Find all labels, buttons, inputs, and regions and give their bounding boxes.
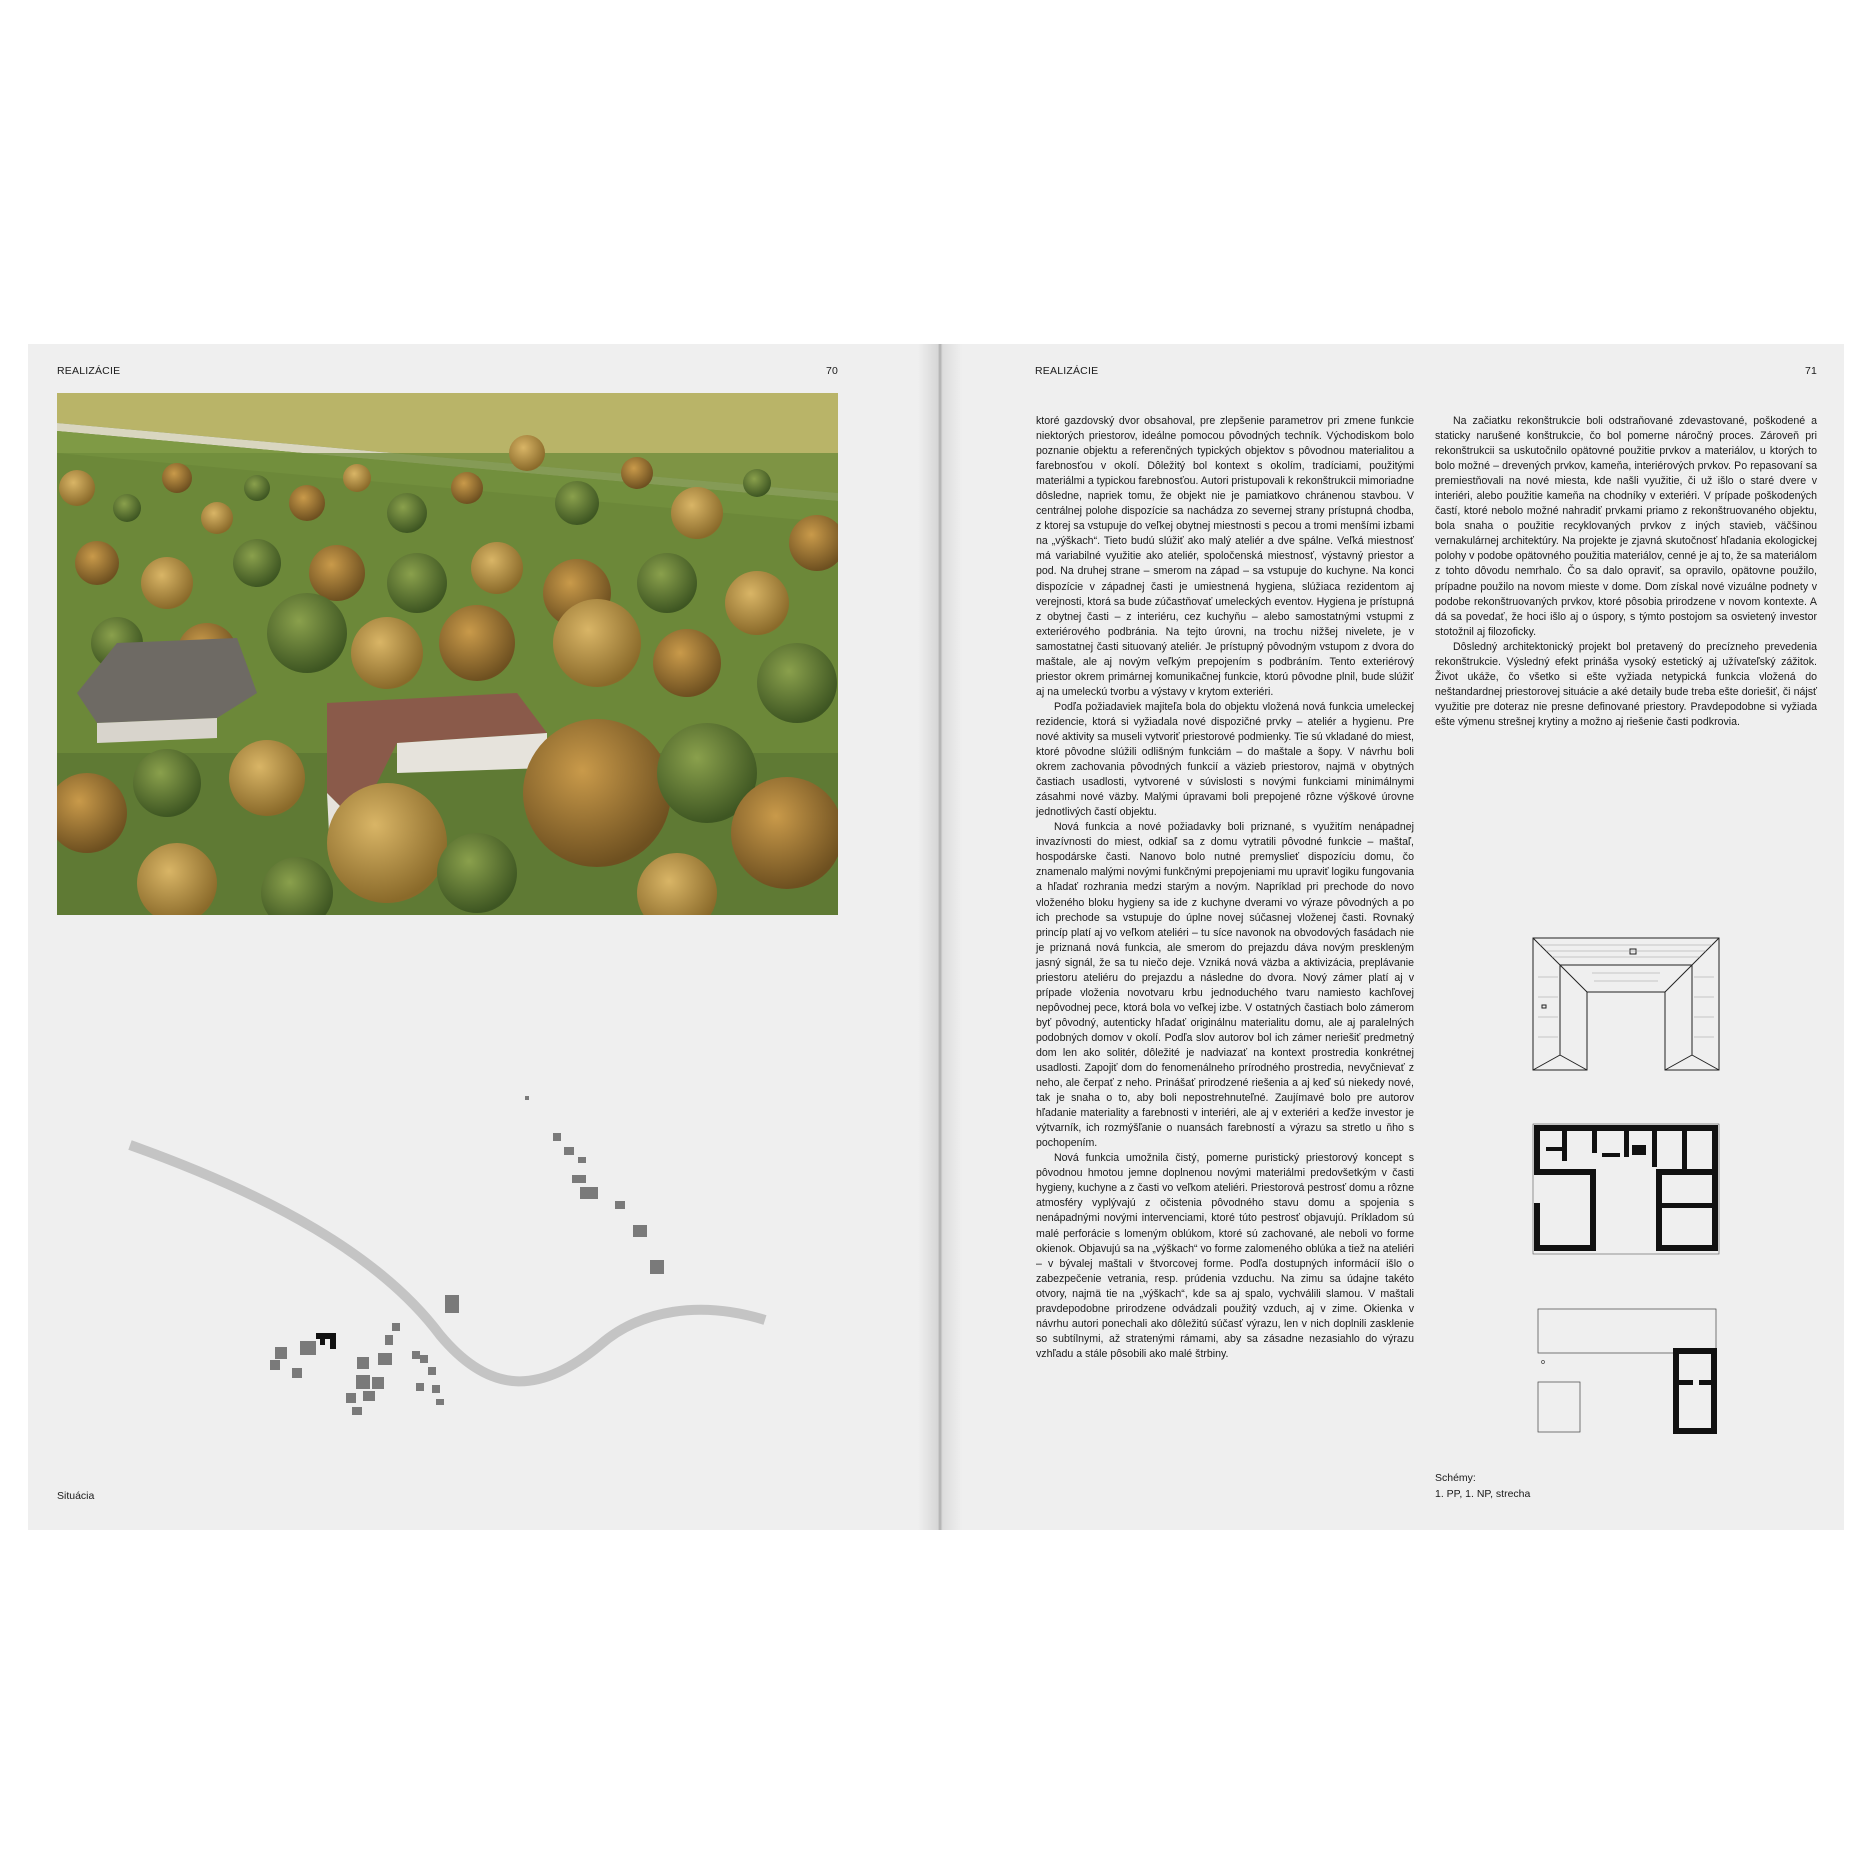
running-head-left: REALIZÁCIE — [57, 365, 121, 377]
paragraph: ktoré gazdovský dvor obsahoval, pre zlepšenie parametrov pri zmene funkcie niektorých priestorov, ideálne pomocou pôvodných techník. Východiskom bolo poznanie objektu a referenčných typických objektov s pôvodnou materialitou a farebnosťou v okolí. Dôležitý bol kontext s okolím, tradíciami, použitými materiálmi a typickou farebnosťou. Autori pristupovali k rekonštrukcii mimoriadne dôsledne, napriek tomu, že objekt nie je pamiatkovo chránenou stavbou. V centrálnej polohe dispozície sa nachádza zo severnej strany prístupná chodba, z ktorej sa vstupuje do veľkej obytnej miestnosti s pecou a tromi menšími izbami na „výškach“. Tieto budú slúžiť ako malý ateliér a dve spálne. Veľká miestnosť má variabilné využitie ako ateliér, spoločenská miestnosť, výstavný priestor a pod. Na druhej strane – smerom na západ – sa vstupuje do kuchyne. Na konci dispozície v západnej časti je umiestnená hygiena, slúžiaca rezidentom aj verejnosti, ktorá sa bude zúčastňovať umeleckých eventov. Hygiena je prístupná z obytnej časti – z interiéru, cez kuchyňu – alebo samostatnými vstupmi z exteriérového podbránia. Na tejto úrovni, na trochu nižšej nivelete, je v samostatnej časti situovaný ateliér. Je prístupný pôvodným vstupom z dvora do maštale, ale aj novým veľkým prepojením s podbráním. Tento exteriérový priestor okrem primárnej komunikačnej funkcie, ktorú pôvodne plnil, bude slúžiť aj na umeleckú tvorbu a výstavy v krytom exteriéri. — [1036, 415, 1414, 698]
left-caption: Situácia — [57, 1490, 95, 1502]
page-number-right: 71 — [1805, 365, 1818, 377]
floor-plan — [1532, 1123, 1720, 1255]
building-house-black — [316, 1333, 336, 1349]
paragraph: Podľa požiadaviek majiteľa bola do objektu vložená nová funkcia umeleckej rezidencie, ktorá si vyžiadala nové dispozičné prvky – ateliér a hygienu. Pre nové aktivity sa museli vytvoriť priestorové podmienky. Tie sú vkladané do miest, ktoré pôvodne slúžili odlišným funkciám – do maštale a šopy. V návrhu boli okrem zachovania pôvodných funkcií a väzieb priestorov, najmä v obytných častiach usadlosti, vytvorené v súvislosti s novými funkciami minimálnymi zásahmi nové väzby. Malými úpravami boli prepojené rôzne výškové úrovne jednotlivých častí objektu. — [1036, 700, 1414, 819]
paragraph: Dôsledný architektonický projekt bol pretavený do precízneho prevedenia rekonštrukcie. Výsledný efekt prináša vysoký estetický aj užívateľský zážitok. Život ukáže, čo všetko si ešte vyžiada netypická funkcia vložená do neštandardnej priestorovej situácie a aké detaily bude treba ešte doriešiť, či nájsť využitie pre doteraz nie presne definované priestory. Pravdepodobne si vyžiada ešte výmenu strešnej krytiny a možno aj riešenie časti podkrovia. — [1435, 640, 1817, 728]
aerial-photo — [57, 393, 838, 915]
text-column-2 — [1435, 414, 1817, 730]
caption-line: Schémy: — [1435, 1472, 1476, 1484]
caption-line: 1. PP, 1. NP, strecha — [1435, 1488, 1531, 1500]
paragraph: Nová funkcia umožnila čistý, pomerne puristický priestorový koncept s pôvodnou hmotou jemne doplnenou novými materiálmi predovšetkým v časti hygieny, kuchyne a z časti vo veľkom ateliéri. Priestorová pestrosť domu a rôzne atmosféry vyplývajú z očistenia pôvodného stavu domu a spojenia s nenápadnými novými intervenciami, ktoré túto pestrosť objavujú. Príkladom sú malé perforácie s lomeným oblúkom, ktoré sú zachované, ale neboli vo forme okienok. Objavujú sa na „výškach“ vo forme zalomeného oblúka a tiež na ateliéri – v bývalej maštali v štvorcovej forme. Podľa dostupných informácií išlo o zabezpečenie vetrania, resp. prúdenia vzduchu. Na zimu sa údajne takéto otvory, najmä tie na „výškach“, kde sa aj spalo, vychválili slamou. V maštali pravdepodobne prirodzene odvádzali použitý vzduch, aj v zime. Okienka v návrhu autori ponechali ako dôležitú súčasť výrazu, len v nich doplnili zasklenie so subtílnymi, až stratenými rámami, aby sa zásadne nezasiahlo do výrazu vzhľadu a stále pôsobili ako malé štrbiny. — [1036, 1152, 1414, 1360]
book-gutter — [918, 344, 962, 1530]
paragraph: Nová funkcia a nové požiadavky boli priznané, s využitím nenápadnej invazívnosti do miest, odkiaľ sa z domu vytratili pôvodné funkcie – maštaľ, hospodárske časti. Nanovo bolo nutné premyslieť dispozíciu domu, čo znamenalo malými novými funkčnými prepojeniami mu upraviť logiku fungovania a hľadať rozhrania medzi starým a novým. Napríklad pri prechode do novo vloženého bloku hygieny sa ide z kuchyne dverami vo výraze pôvodných a po ich prechode sa vstupuje do úplne novej súčasnej vloženej časti. Rovnaký princíp platí aj vo veľkom ateliéri – tu síce navonok na obvodových fasádach nie je priznaná nová funkcia, ale smerom do prejazdu dáva novým preskleným jasný signál, že sa tu niečo deje. Vzniká nová väzba a aktivizácia, preplávanie priestoru ateliéru do prejazdu a následne do dvora. Nový zámer platí aj v prípade vloženia novotvaru krbu jednoduchého tvaru namiesto kachľovej nepôvodnej pece, ktorá bola vo veľkej izbe. V ostatných častiach bolo zámerom byť pôvodný, autenticky hľadať originálnu materialitu domu, ale aj paralelných podobných domov v okolí. Podľa slov autorov bol ich zámer neriešiť predmetný dom len ako solitér, dôležité je nadviazať na kontext prostredia konkrétnej usadlosti. Zapojiť dom do fenomenálneho prírodného prostredia, nevyčnievať z neho, ale čerpať z neho. Prinášať prirodzené riešenia a aj keď sú niekedy nové, tak je snaha o to, aby boli nepostrehnuteľné. Zaujímavé bolo pre autorov hľadanie materiality a farebnosti v interiéri, ale aj v exteriéri a keďže investor je výtvarník, ich rozmýšľanie o nuansách farebností a výrazu sa stretlo u ňho s pochopením. — [1036, 821, 1414, 1150]
roof-plan — [1532, 937, 1720, 1071]
running-head-right: REALIZÁCIE — [1035, 365, 1099, 377]
text-column-1 — [1036, 414, 1414, 1362]
site-plan — [120, 1085, 780, 1415]
page-number-left: 70 — [826, 365, 839, 377]
paragraph: Na začiatku rekonštrukcie boli odstraňované zdevastované, poškodené a staticky narušené konštrukcie, čo bol pomerne náročný proces. Zároveň pri rekonštrukcii sa uskutočnilo opätovné použitie prvkov a materiálov, u ktorých to bolo možné – drevených prvkov, kameňa, interiérových prvkov. Po repasovaní sa premiestňovali na nové miesta, kde našli využitie, či už išlo o staré dvere v interiéri, alebo použitie kameňa na chodníky v exteriéri. V prípade poškodených častí, ktoré nebolo možné nahradiť prvkami priamo z rekonštruovaného objektu, bola snaha o použitie recyklovaných prvkov z iných stavieb, väčšinou vernakulárnej architektúry. Na projekte je zjavná skutočnosť hľadania ekologickej polohy v podobe opätovného použitia materiálov, cenné je aj to, že sa materiálom z tohto dôvodu nemrhalo. Čo sa dalo opraviť, sa opravilo, opätovne použilo, prípadne použilo na novom mieste v dome. Dom získal nové vizuálne podnety v podobe rekonštruovaných prvkov, ktoré pôsobia prirodzene v novom kontexte. A dá sa povedať, že hoci išlo aj o úspory, s týmto postojom sa osvietený investor stotožnil aj filozoficky. — [1435, 415, 1818, 638]
right-caption — [1435, 1470, 1530, 1502]
road-line — [130, 1145, 765, 1381]
basement-plan — [1537, 1308, 1717, 1434]
